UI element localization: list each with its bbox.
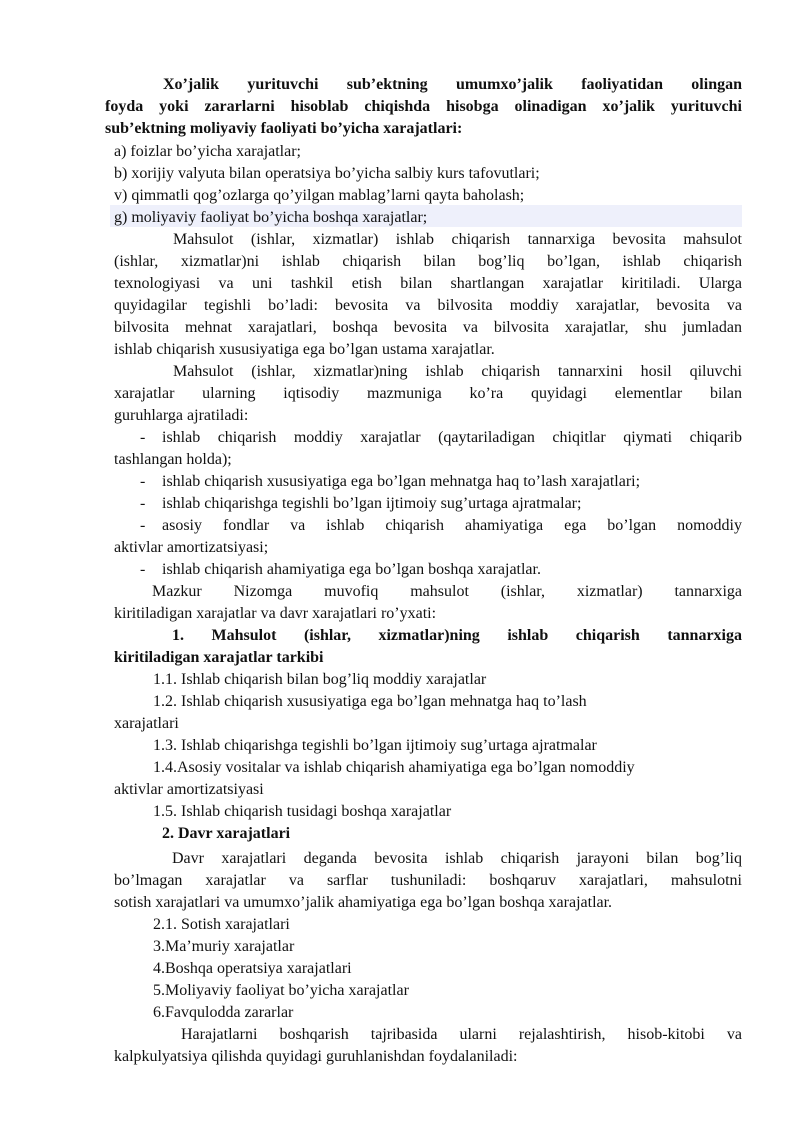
dash-marker: -	[140, 429, 146, 446]
para3-line-2: kiritiladigan xarajatlar va davr xarajatlari ro’yxati:	[114, 605, 437, 622]
dash-item-3: ishlab chiqarishga tegishli bo’lgan ijtimoiy sug’urtaga ajratmalar;	[162, 495, 582, 512]
list1-item-5: 1.5. Ishlab chiqarish tusidagi boshqa xarajatlar	[153, 803, 452, 820]
para4-line-2: bo’lmagan xarajatlar va sarflar tushuniladi: boshqaruv xarajatlari, mahsulotni	[114, 872, 742, 889]
para2-line-2: xarajatlar ularning iqtisodiy mazmuniga ko’ra quyidagi elementlar bilan	[114, 385, 742, 402]
para1-line-4: quyidagilar tegishli bo’ladi: bevosita va bilvosita moddiy xarajatlar, bevosita va	[114, 297, 742, 314]
list1-item-1: 1.1. Ishlab chiqarish bilan bog’liq moddiy xarajatlar	[153, 671, 487, 688]
para4-line-3: sotish xarajatlari va umumxo’jalik ahamiyatiga ega bo’lgan boshqa xarajatlar.	[114, 894, 613, 911]
para1-line-1: Mahsulot (ishlar, xizmatlar) ishlab chiqarish tannarxiga bevosita mahsulot	[173, 231, 742, 248]
section-heading-1-cont: kiritiladigan xarajatlar tarkibi	[114, 649, 324, 666]
list2-item-2: 3.Ma’muriy xarajatlar	[153, 938, 295, 955]
list1-item-3: 1.3. Ishlab chiqarishga tegishli bo’lgan ijtimoiy sug’urtaga ajratmalar	[153, 737, 597, 754]
list2-item-1: 2.1. Sotish xarajatlari	[153, 916, 290, 933]
para1-line-3: texnologiyasi va uni tashkil etish bilan shartlangan xarajatlar kiritiladi. Ularga	[114, 275, 742, 292]
list2-item-4: 5.Moliyaviy faoliyat bo’yicha xarajatlar	[153, 982, 409, 999]
section-heading-2: 2. Davr xarajatlari	[162, 825, 291, 842]
dash-item-1: ishlab chiqarish moddiy xarajatlar (qaytariladigan chiqitlar qiymati chiqarib	[162, 429, 742, 446]
list-item-v: v) qimmatli qog’ozlarga qo’yilgan mablag’larni qayta baholash;	[114, 187, 525, 204]
list-item-a: a) foizlar bo’yicha xarajatlar;	[114, 143, 301, 160]
para1-line-6: ishlab chiqarish xususiyatiga ega bo’lgan ustama xarajatlar.	[114, 341, 495, 358]
list2-item-5: 6.Favqulodda zararlar	[153, 1004, 294, 1021]
dash-marker: -	[140, 517, 146, 534]
intro-line-2: foyda yoki zararlarni hisoblab chiqishda hisobga olinadigan xo’jalik yurituvchi	[105, 98, 742, 115]
dash-marker: -	[140, 561, 146, 578]
section-heading-1: 1. Mahsulot (ishlar, xizmatlar)ning ishlab chiqarish tannarxiga	[172, 627, 742, 644]
list1-item-2: 1.2. Ishlab chiqarish xususiyatiga ega bo’lgan mehnatga haq to’lash	[153, 693, 587, 710]
para2-line-1: Mahsulot (ishlar, xizmatlar)ning ishlab chiqarish tannarxini hosil qiluvchi	[173, 363, 742, 380]
dash-marker: -	[140, 473, 146, 490]
para5-line-1: Harajatlarni boshqarish tajribasida ularni rejalashtirish, hisob-kitobi va	[181, 1026, 742, 1043]
list-item-g: g) moliyaviy faoliyat bo’yicha boshqa xarajatlar;	[114, 209, 428, 226]
list1-item-4: 1.4.Asosiy vositalar va ishlab chiqarish ahamiyatiga ega bo’lgan nomoddiy	[153, 759, 635, 776]
list1-item-4-cont: aktivlar amortizatsiyasi	[114, 781, 264, 798]
list-item-b: b) xorijiy valyuta bilan operatsiya bo’yicha salbiy kurs tafovutlari;	[114, 165, 540, 182]
para1-line-2: (ishlar, xizmatlar)ni ishlab chiqarish bilan bog’liq bo’lgan, ishlab chiqarish	[114, 253, 742, 270]
list1-item-2-cont: xarajatlari	[114, 715, 179, 732]
dash-item-1-cont: tashlangan holda);	[114, 451, 232, 468]
dash-item-2: ishlab chiqarish xususiyatiga ega bo’lgan mehnatga haq to’lash xarajatlari;	[162, 473, 641, 490]
para5-line-2: kalpkulyatsiya qilishda quyidagi guruhlanishdan foydalaniladi:	[114, 1048, 518, 1065]
dash-marker: -	[140, 495, 146, 512]
para2-line-3: guruhlarga ajratiladi:	[114, 407, 249, 424]
para1-line-5: bilvosita mehnat xarajatlari, boshqa bevosita va bilvosita xarajatlar, shu jumladan	[114, 319, 742, 336]
dash-item-5: ishlab chiqarish ahamiyatiga ega bo’lgan boshqa xarajatlar.	[162, 561, 541, 578]
intro-line-3: sub’ektning moliyaviy faoliyati bo’yicha xarajatlari:	[105, 120, 463, 137]
dash-item-4: asosiy fondlar va ishlab chiqarish ahamiyatiga ega bo’lgan nomoddiy	[162, 517, 742, 534]
para3-line-1: Mazkur Nizomga muvofiq mahsulot (ishlar, xizmatlar) tannarxiga	[152, 583, 742, 600]
para4-line-1: Davr xarajatlari deganda bevosita ishlab chiqarish jarayoni bilan bog’liq	[172, 850, 742, 867]
list2-item-3: 4.Boshqa operatsiya xarajatlari	[153, 960, 352, 977]
dash-item-4-cont: aktivlar amortizatsiyasi;	[114, 539, 269, 556]
intro-line-1: Xo’jalik yurituvchi sub’ektning umumxo’jalik faoliyatidan olingan	[163, 76, 742, 93]
